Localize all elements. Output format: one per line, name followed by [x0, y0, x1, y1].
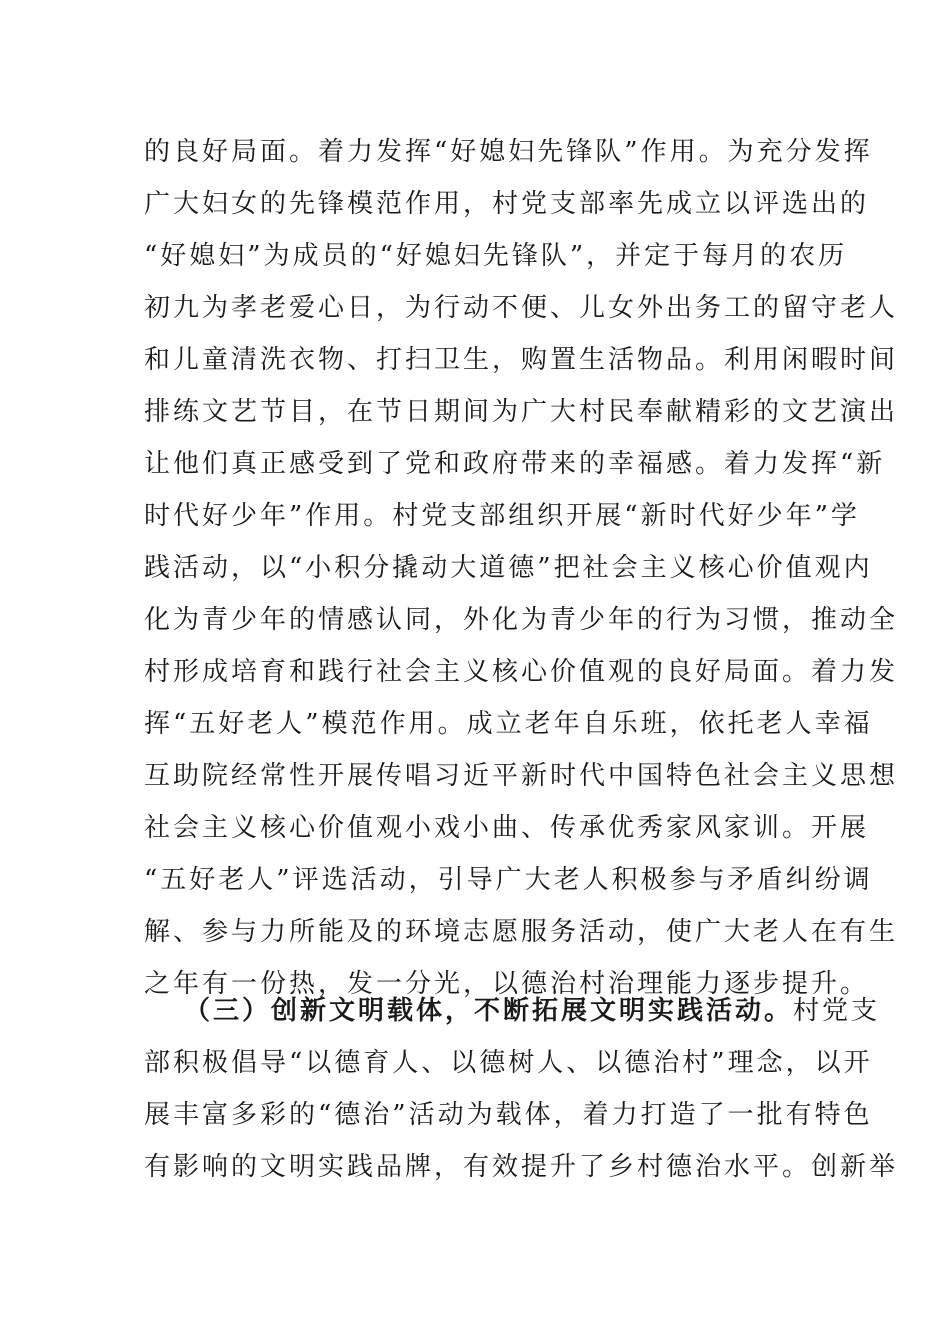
- text-line: 村形成培育和践行社会主义核心价值观的良好局面。着力发: [144, 657, 899, 687]
- text-line: 的良好局面。着力发挥“好媳妇先锋队”作用。为充分发挥: [144, 137, 873, 167]
- text-line: 之年有一份热，发一分光，以德治村治理能力逐步提升。: [144, 969, 870, 999]
- paragraph-body-1: [144, 126, 899, 1010]
- text-line: “五好老人”评选活动，引导广大老人积极参与矛盾纠纷调: [144, 865, 873, 895]
- text-line: 解、参与力所能及的环境志愿服务活动，使广大老人在有生: [144, 917, 899, 947]
- text-line: 践活动，以“小积分撬动大道德”把社会主义核心价值观内: [144, 553, 873, 583]
- section-heading-continuation: 村党支: [793, 996, 881, 1026]
- text-line: 化为青少年的情感认同，外化为青少年的行为习惯，推动全: [144, 605, 899, 635]
- text-line: 有影响的文明实践品牌，有效提升了乡村德治水平。创新举: [144, 1152, 899, 1182]
- text-line: 广大妇女的先锋模范作用，村党支部率先成立以评选出的: [144, 189, 870, 219]
- text-line: 社会主义核心价值观小戏小曲、传承优秀家风家训。开展: [144, 813, 870, 843]
- section-first-line: [144, 985, 881, 1037]
- text-line: 互助院经常性开展传唱习近平新时代中国特色社会主义思想: [144, 761, 899, 791]
- text-line: “好媳妇”为成员的“好媳妇先锋队”，并定于每月的农历: [144, 241, 848, 271]
- text-line: 让他们真正感受到了党和政府带来的幸福感。着力发挥“新: [144, 449, 886, 479]
- text-line: 时代好少年”作用。村党支部组织开展“新时代好少年”学: [144, 501, 860, 531]
- text-line: 排练文艺节目，在节日期间为广大村民奉献精彩的文艺演出: [144, 397, 899, 427]
- text-line: 挥“五好老人”模范作用。成立老年自乐班，依托老人幸福: [144, 709, 873, 739]
- text-line: 初九为孝老爱心日，为行动不便、儿女外出务工的留守老人: [144, 293, 899, 323]
- text-line: 展丰富多彩的“德治”活动为载体，着力打造了一批有特色: [144, 1100, 873, 1130]
- text-line: 部积极倡导“以德育人、以德树人、以德治村”理念，以开: [144, 1048, 873, 1078]
- section-heading: （三）创新文明载体，不断拓展文明实践活动。: [184, 996, 794, 1026]
- text-line: 和儿童清洗衣物、打扫卫生，购置生活物品。利用闲暇时间: [144, 345, 899, 375]
- paragraph-body-2: [144, 985, 899, 1193]
